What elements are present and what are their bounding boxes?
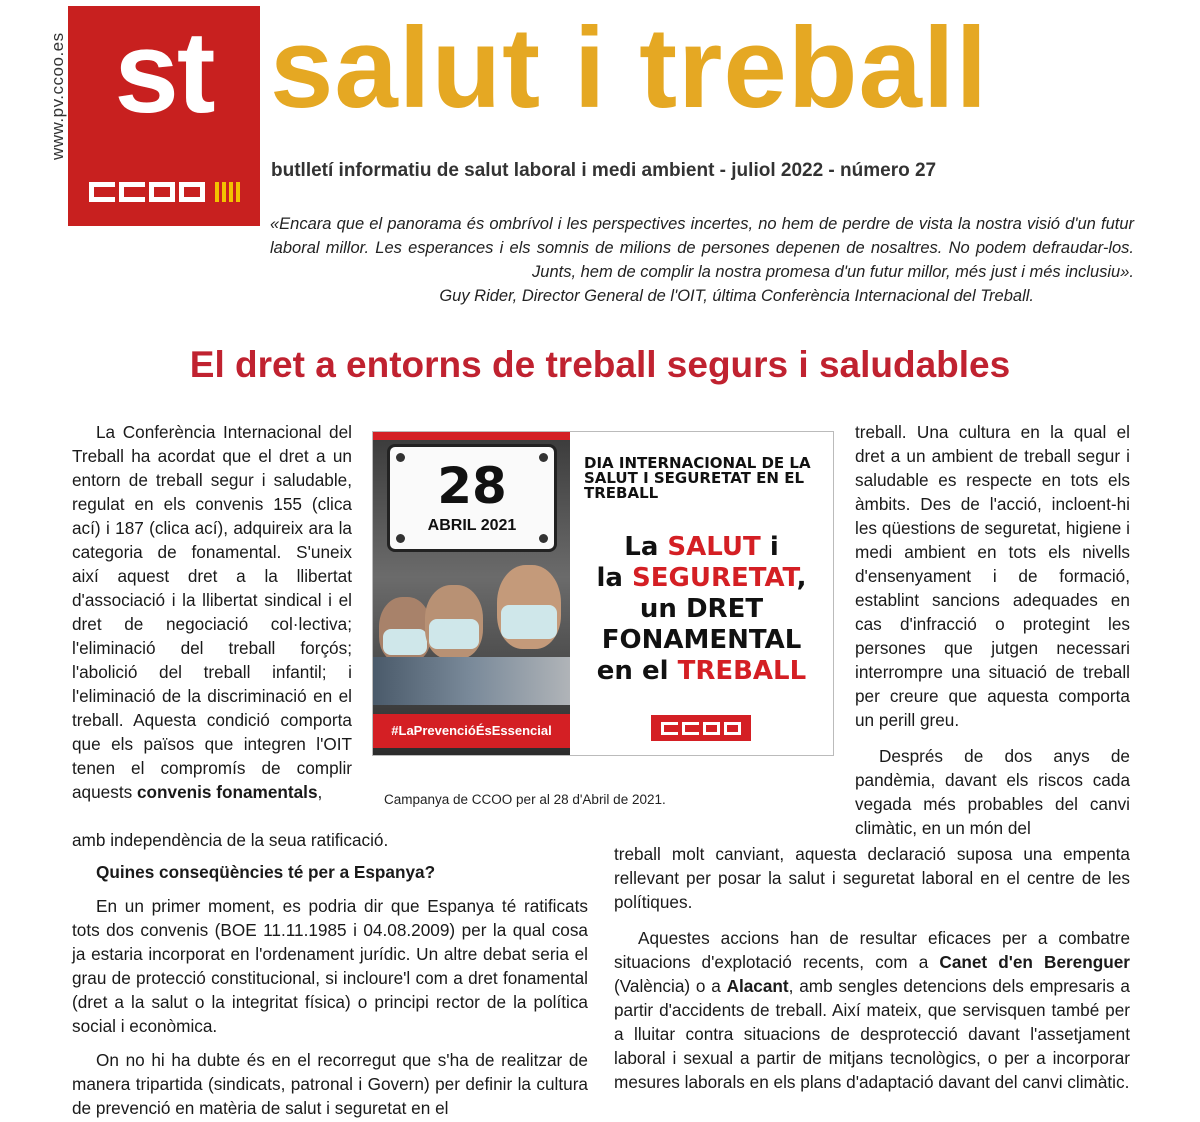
section-heading: Quines conseqüències té per a Espanya? (96, 862, 436, 882)
slogan-text (570, 532, 833, 687)
left-para-2: En un primer moment, es podria dir que Espanya té ratificats tots dos convenis (BOE 11.11.1985 i 04.08.2009) per la qual cosa ja estaria incorporat en l'ordenament jurídic. Un altre debat seria el grau de protecció constitucional, si incloure'l com a dret fonamental (dret a la salut o la integritat física) o principi rector de la política social i econòmica. (72, 896, 588, 1036)
opening-quote (270, 212, 1134, 308)
left-para-1 (72, 420, 352, 804)
left-column-bottom (72, 860, 588, 1120)
right-para-3 (614, 926, 1130, 1094)
slogan-salut: SALUT (667, 532, 761, 562)
convenis-fonamentals-link[interactable]: convenis fonamentals (136, 782, 318, 802)
people-with-masks (373, 557, 570, 705)
st-logo (68, 6, 260, 226)
right-para-2-rest: treball molt canviant, aquesta declaració suposa una empenta rellevant per posar la salut i seguretat laboral en el centre de les polítiques. (614, 844, 1130, 912)
left-para-1-tail (72, 828, 432, 852)
slogan-line2b: , (796, 563, 807, 593)
campaign-image (372, 431, 834, 756)
right-column-bottom (614, 842, 1130, 1094)
plate-number: 28 (437, 457, 507, 515)
right-para-2-top: Després de dos anys de pandèmia, davant els riscos cada vegada més probables del canvi climàtic, en un món del (855, 746, 1130, 838)
para1-text: La Conferència Internacional del Treball ha acordat que el dret a un entorn de treball segur i saludable, regulat en els convenis 155 (clica ací) i 187 (clica ací), adquireix ara la categoria de fonamental. S'uneix així aquest dret a la llibertat d'associació i la llibertat sindical i el dret de negociació col·lectiva; l'eliminació del treball forçós; l'abolició del treball infantil; i l'eliminació de la discriminació en el treball. Aquesta condició comporta que els països que integren l'OIT tenen el compromís de complir aquests (72, 422, 352, 802)
date-plate (387, 444, 557, 552)
campaign-photo (373, 432, 570, 755)
ccoo-logo (68, 158, 260, 226)
site-url[interactable]: www.pv.ccoo.es (48, 32, 67, 160)
right-column-top (855, 420, 1130, 840)
slogan-line3: un DRET (639, 594, 764, 624)
right-para-1: treball. Una cultura en la qual el dret a un ambient de treball segur i saludable es respecte en tots els àmbits. Des de l'acció, incloent-hi les qüestions de seguretat, higiene i medi ambient en tots els nivells d'ensenyament i de formació, establint sancions adequades en cas d'infracció o protegint les persones que jutgen necessari interrompre una situació de treball per creure que aquesta comporta un perill greu. (855, 422, 1130, 730)
bulletin-subtitle: butlletí informatiu de salut laboral i medi ambient - juliol 2022 - número 27 (271, 160, 937, 181)
slogan-treball: TREBALL (677, 656, 807, 686)
para3-text-a: Aquestes accions han de resultar eficaces per a combatre situacions d'explotació recents, com a (614, 928, 1130, 972)
para3-text-b: (València) o a (614, 976, 721, 996)
masthead-title: salut i treball (270, 5, 989, 132)
image-caption: Campanya de CCOO per al 28 d'Abril de 2021. (384, 792, 666, 807)
campaign-ccoo-logo (651, 715, 751, 741)
slogan-line5a: en el (596, 656, 678, 686)
logo-letters: st (114, 7, 214, 137)
para1-comma: , (317, 782, 323, 802)
article-headline: El dret a entorns de treball segurs i saludables (189, 344, 1011, 385)
alacant-link[interactable]: Alacant (726, 976, 789, 996)
slogan-line2a: la (596, 563, 633, 593)
campaign-slogan (570, 432, 833, 755)
slogan-line1a: La (624, 532, 668, 562)
slogan-line1b: i (760, 532, 779, 562)
para3-text-c: , amb sengles detencions dels empresaris a partir d'accidents de treball. Així mateix, que servisquen també per a lluitar contra situacions de desprotecció davant l'assetjament laboral i sexual a partir de mitjans tecnològics, o per a incorporar mesures laborals en els plans d'adaptació davant del canvi climàtic. (614, 976, 1130, 1092)
slogan-seguretat: SEGURETAT (632, 563, 797, 593)
slogan-line4: FONAMENTAL (601, 625, 802, 655)
canet-link[interactable]: Canet d'en Berenguer (939, 952, 1130, 972)
left-para-3: On no hi ha dubte és en el recorregut que s'ha de realitzar de manera tripartida (sindicats, patronal i Govern) per definir la cultura de prevenció en matèria de salut i seguretat en el (72, 1050, 588, 1118)
quote-author: Guy Rider, Director General de l'OIT, última Conferència Internacional del Treball. (439, 287, 1034, 305)
hashtag-banner: #LaPrevencióÉsEssencial (373, 714, 570, 748)
plate-date: ABRIL 2021 (427, 517, 517, 534)
para1-tail: amb independència de la seua ratificació. (72, 830, 389, 850)
left-column-top (72, 420, 352, 804)
day-title: DIA INTERNACIONAL DE LA SALUT I SEGURETAT EN EL TREBALL (584, 454, 811, 502)
quote-text: «Encara que el panorama és ombrívol i les perspectives incertes, no hem de perdre de vista la nostra visió d'un futur laboral millor. Les esperances i els somnis de milions de persones depenen de nosaltres. No podem defraudar-los. Junts, hem de complir la nostra promesa d'un futur millor, més just i més inclusiu». (270, 215, 1134, 281)
